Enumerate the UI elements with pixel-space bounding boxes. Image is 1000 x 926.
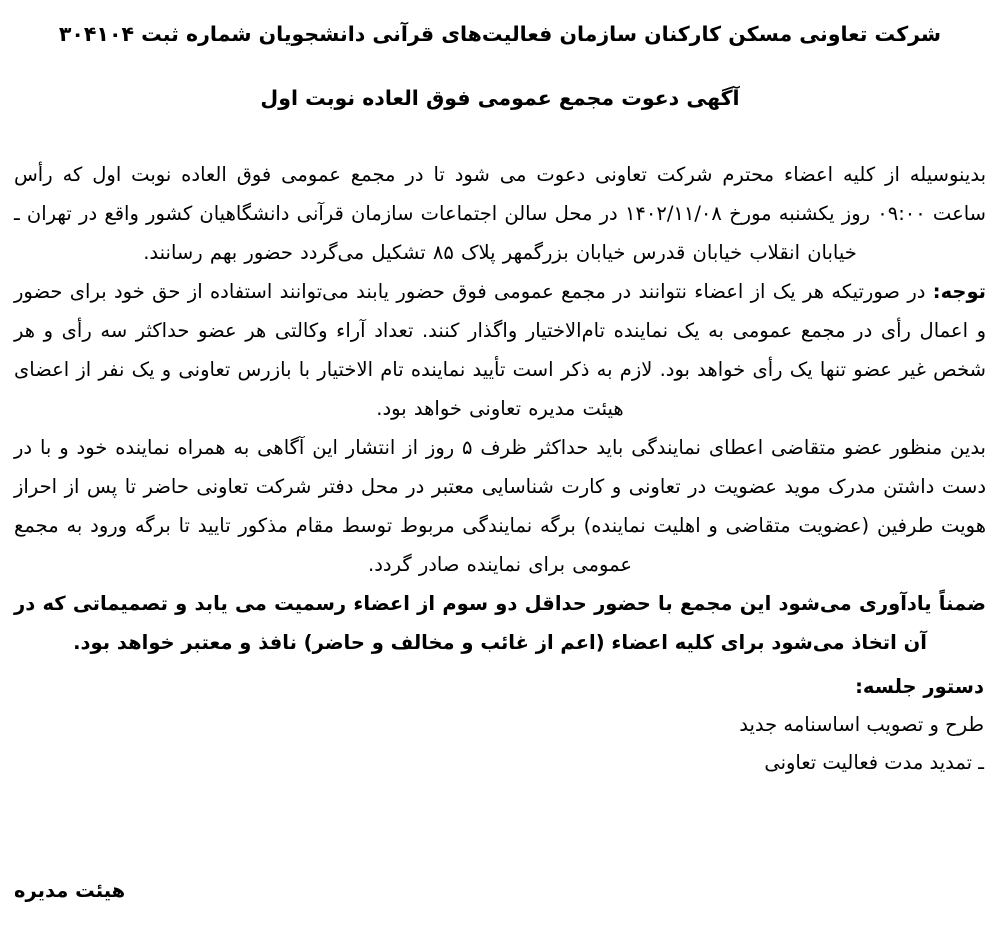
document-subtitle: آگهی دعوت مجمع عمومی فوق العاده نوبت اول <box>260 85 740 110</box>
agenda-item: ـ تمدید مدت فعالیت تعاونی <box>764 751 984 775</box>
agenda-list <box>14 706 986 782</box>
paragraph-attention-text: در صورتیکه هر یک از اعضاء نتوانند در مجمع عمومی فوق حضور یابند می‌توانند استفاده از حق خود برای حضور و اعمال رأی در مجمع عمومی به یک نماینده تام‌الاختیار واگذار کنند. تعداد آراء وکالتی هر عضو حداکثر سه رأی و هر شخص غیر عضو تنها یک رأی خواهد بود. لازم به ذکر است تأیید نماینده تام الاختیار با بازرس تعاونی و یک نفر از اعضای هیئت مدیره تعاونی خواهد بود. <box>14 280 986 421</box>
paragraph-attention <box>14 272 986 428</box>
agenda-heading: دستور جلسه: <box>855 675 984 699</box>
signature-board-of-directors: هیئت مدیره <box>14 878 126 902</box>
agenda-item: طرح و تصویب اساسنامه جدید <box>739 713 984 737</box>
paragraph-invitation-text: بدینوسیله از کلیه اعضاء محترم شرکت تعاونی دعوت می شود تا در مجمع عمومی فوق العاده نوبت اول که رأس ساعت ۰۹:۰۰ روز یکشنبه مورخ ۱۴۰۲/۱۱/۰۸ در محل سالن اجتماعات سازمان قرآنی دانشگاهیان کشور واقع در تهران ـ خیابان انقلاب خیابان قدرس خیابان بزرگمهر پلاک ۸۵ تشکیل می‌گردد حضور بهم رسانند. <box>14 163 986 265</box>
paragraph-invitation <box>14 155 986 272</box>
paragraph-quorum <box>14 584 986 662</box>
agenda-section <box>14 662 986 782</box>
document-body <box>14 111 986 782</box>
paragraph-procedure-text: بدین منظور عضو متقاضی اعطای نمایندگی باید حداکثر ظرف ۵ روز از انتشار این آگاهی به همراه نماینده خود و با در دست داشتن مدرک موید عضویت در تعاونی و کارت شناسایی معتبر در محل دفتر شرکت تعاونی حاضر تا پس از احراز هویت طرفین (عضویت متقاضی و اهلیت نماینده) برگه نمایندگی مربوط توسط مقام مذکور تایید تا برگه ورود به مجمع عمومی برای نماینده صادر گردد. <box>14 436 986 577</box>
paragraph-attention-lead: توجه: <box>932 280 986 304</box>
paragraph-procedure <box>14 428 986 584</box>
document-title: شرکت تعاونی مسکن کارکنان سازمان فعالیت‌های قرآنی دانشجویان شماره ثبت ۳۰۴۱۰۴ <box>58 22 942 46</box>
paragraph-quorum-text: ضمناً یادآوری می‌شود این مجمع با حضور حداقل دو سوم از اعضاء رسمیت می یابد و تصمیماتی که در آن اتخاذ می‌شود برای کلیه اعضاء (اعم از غائب و مخالف و حاضر) نافذ و معتبر خواهد بود. <box>14 592 986 655</box>
